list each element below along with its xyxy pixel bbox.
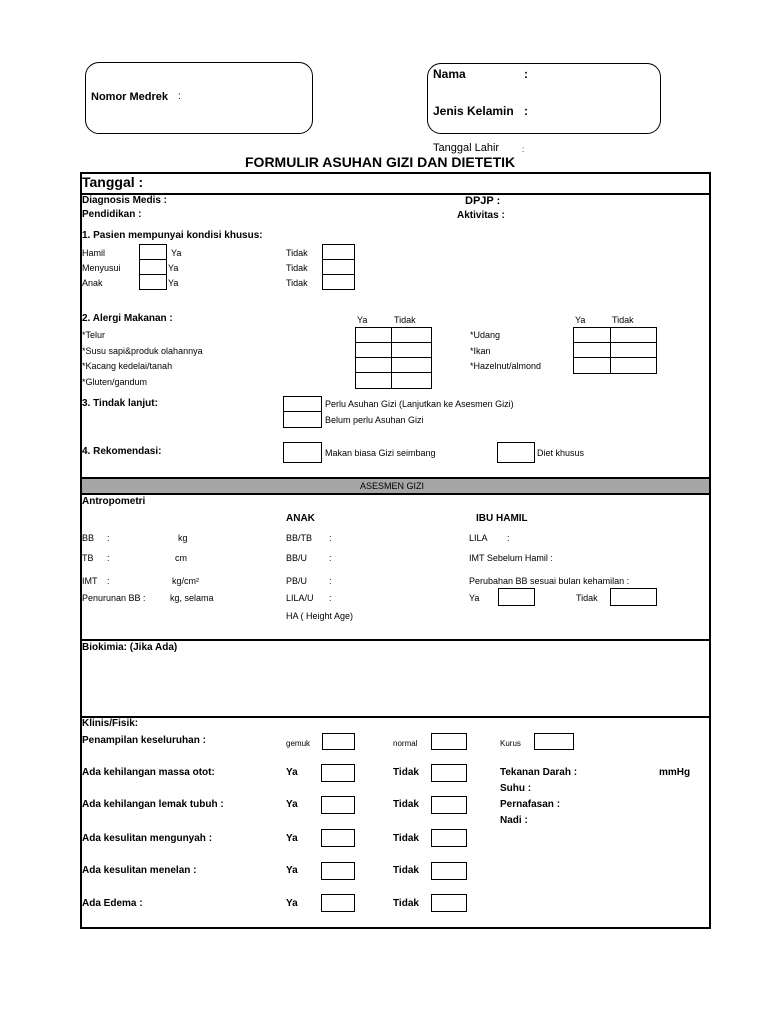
ya-label: Ya bbox=[469, 593, 480, 603]
ya-label: Ya bbox=[171, 248, 182, 258]
tidak-label: Tidak bbox=[612, 315, 634, 325]
anak-ya-box[interactable] bbox=[139, 274, 167, 290]
medrek-label: Nomor Medrek bbox=[91, 91, 169, 103]
telur-tidak-box[interactable] bbox=[391, 327, 432, 343]
kacang-ya-box[interactable] bbox=[355, 357, 392, 373]
susu-label: *Susu sapi&produk olahannya bbox=[82, 346, 203, 356]
perlu-label: Perlu Asuhan Gizi (Lanjutkan ke Asesmen Gizi) bbox=[325, 399, 514, 409]
biokimia-input[interactable] bbox=[84, 656, 708, 716]
susu-ya-box[interactable] bbox=[355, 342, 392, 358]
hazelnut-tidak-box[interactable] bbox=[610, 357, 657, 374]
ha-label: HA ( Height Age) bbox=[286, 611, 354, 621]
diet-khusus-label: Diet khusus bbox=[537, 448, 585, 458]
telur-label: *Telur bbox=[82, 330, 106, 340]
anak-tidak-box[interactable] bbox=[322, 274, 355, 290]
massa-otot-label: Ada kehilangan massa otot: bbox=[82, 767, 215, 778]
divider bbox=[80, 716, 711, 718]
nadi-label: Nadi : bbox=[500, 815, 528, 826]
q1-label: 1. Pasien mempunyai kondisi khusus: bbox=[82, 230, 263, 241]
tidak-label: Tidak bbox=[393, 799, 419, 810]
pernafasan-label: Pernafasan : bbox=[500, 799, 561, 810]
makan-biasa-label: Makan biasa Gizi seimbang bbox=[325, 448, 436, 458]
nama-label: Nama bbox=[433, 67, 466, 81]
tidak-label: Tidak bbox=[393, 865, 419, 876]
ikan-label: *Ikan bbox=[470, 346, 491, 356]
penurunan-label: Penurunan BB : bbox=[82, 593, 146, 603]
menyusui-tidak-box[interactable] bbox=[322, 259, 355, 275]
colon: : bbox=[507, 533, 510, 543]
colon: : bbox=[107, 533, 110, 543]
page-title: FORMULIR ASUHAN GIZI DAN DIETETIK bbox=[245, 154, 516, 170]
menelan-tidak-box[interactable] bbox=[431, 862, 467, 880]
colon: : bbox=[329, 576, 332, 586]
colon: : bbox=[329, 553, 332, 563]
bbtb-label: BB/TB bbox=[286, 533, 313, 543]
ya-label: Ya bbox=[286, 799, 298, 810]
hazelnut-label: *Hazelnut/almond bbox=[470, 361, 542, 371]
ya-label: Ya bbox=[286, 767, 298, 778]
divider bbox=[80, 639, 711, 641]
tidak-label: Tidak bbox=[393, 898, 419, 909]
nama-colon: : bbox=[524, 67, 528, 81]
perubahan-label: Perubahan BB sesuai bulan kehamilan : bbox=[469, 576, 630, 586]
mengunyah-label: Ada kesulitan mengunyah : bbox=[82, 833, 213, 844]
ikan-tidak-box[interactable] bbox=[610, 342, 657, 358]
kurus-box[interactable] bbox=[534, 733, 574, 750]
udang-label: *Udang bbox=[470, 330, 501, 340]
jenis-kelamin-input[interactable] bbox=[533, 103, 657, 121]
ikan-ya-box[interactable] bbox=[573, 342, 611, 358]
divider bbox=[80, 493, 711, 495]
edema-tidak-box[interactable] bbox=[431, 894, 467, 912]
asesmen-header-text: ASESMEN GIZI bbox=[360, 481, 425, 491]
lilau-label: LILA/U bbox=[286, 593, 314, 603]
aktivitas-label: Aktivitas : bbox=[457, 210, 505, 221]
tidak-label: Tidak bbox=[576, 593, 598, 603]
gluten-label: *Gluten/gandum bbox=[82, 377, 148, 387]
colon: : bbox=[329, 533, 332, 543]
ya-label: Ya bbox=[286, 898, 298, 909]
gemuk-label: gemuk bbox=[286, 739, 311, 748]
tidak-label: Tidak bbox=[286, 248, 308, 258]
nama-input[interactable] bbox=[533, 66, 657, 84]
normal-box[interactable] bbox=[431, 733, 467, 750]
massa-otot-ya-box[interactable] bbox=[321, 764, 355, 782]
anak-label: Anak bbox=[82, 278, 103, 288]
gluten-ya-box[interactable] bbox=[355, 372, 392, 389]
jenis-kelamin-colon: : bbox=[524, 104, 528, 118]
q4-label: 4. Rekomendasi: bbox=[82, 446, 162, 457]
diagnosis-label: Diagnosis Medis : bbox=[82, 195, 168, 206]
colon: : bbox=[107, 553, 110, 563]
diet-khusus-box[interactable] bbox=[497, 442, 535, 463]
colon: : bbox=[329, 593, 332, 603]
tanggal-lahir-colon: : bbox=[522, 145, 525, 154]
gluten-tidak-box[interactable] bbox=[391, 372, 432, 389]
ya-label: Ya bbox=[286, 865, 298, 876]
jenis-kelamin-label: Jenis Kelamin bbox=[433, 104, 514, 118]
normal-label: normal bbox=[393, 739, 418, 748]
belum-box[interactable] bbox=[283, 411, 322, 428]
divider bbox=[80, 193, 711, 195]
udang-tidak-box[interactable] bbox=[610, 327, 657, 343]
lila-label: LILA bbox=[469, 533, 488, 543]
edema-ya-box[interactable] bbox=[321, 894, 355, 912]
lemak-label: Ada kehilangan lemak tubuh : bbox=[82, 799, 224, 810]
makan-biasa-box[interactable] bbox=[283, 442, 322, 463]
suhu-label: Suhu : bbox=[500, 783, 532, 794]
tidak-label: Tidak bbox=[286, 278, 308, 288]
antropometri-label: Antropometri bbox=[82, 496, 146, 507]
susu-tidak-box[interactable] bbox=[391, 342, 432, 358]
pbu-label: PB/U bbox=[286, 576, 308, 586]
hamil-tidak-box[interactable] bbox=[322, 244, 355, 260]
ya-label: Ya bbox=[168, 278, 179, 288]
q2-label: 2. Alergi Makanan : bbox=[82, 313, 173, 324]
tidak-label: Tidak bbox=[393, 833, 419, 844]
perubahan-ya-box[interactable] bbox=[498, 588, 535, 606]
biokimia-label: Biokimia: (Jika Ada) bbox=[82, 642, 178, 653]
menyusui-label: Menyusui bbox=[82, 263, 121, 273]
gemuk-box[interactable] bbox=[322, 733, 355, 750]
perubahan-tidak-box[interactable] bbox=[610, 588, 657, 606]
kg-selama-label: kg, selama bbox=[170, 593, 214, 603]
cm-unit: cm bbox=[175, 553, 187, 563]
menelan-ya-box[interactable] bbox=[321, 862, 355, 880]
tanggal-lahir-label: Tanggal Lahir bbox=[433, 142, 500, 154]
imt-label: IMT bbox=[82, 576, 98, 586]
mengunyah-tidak-box[interactable] bbox=[431, 829, 467, 847]
perlu-box[interactable] bbox=[283, 396, 322, 412]
imt-sebelum-label: IMT Sebelum Hamil : bbox=[469, 553, 553, 563]
kurus-label: Kurus bbox=[500, 739, 521, 748]
telur-ya-box[interactable] bbox=[355, 327, 392, 343]
ya-label: Ya bbox=[357, 315, 368, 325]
lemak-tidak-box[interactable] bbox=[431, 796, 467, 814]
menelan-label: Ada kesulitan menelan : bbox=[82, 865, 197, 876]
udang-ya-box[interactable] bbox=[573, 327, 611, 343]
tanggal-label: Tanggal : bbox=[82, 174, 144, 190]
massa-otot-tidak-box[interactable] bbox=[431, 764, 467, 782]
medrek-colon: : bbox=[178, 91, 181, 102]
medrek-input[interactable] bbox=[185, 86, 304, 108]
kgm2-unit: kg/cm² bbox=[172, 576, 199, 586]
pendidikan-label: Pendidikan : bbox=[82, 209, 142, 220]
tidak-label: Tidak bbox=[286, 263, 308, 273]
anak-heading: ANAK bbox=[286, 513, 315, 524]
ya-label: Ya bbox=[575, 315, 586, 325]
tb-label: TB bbox=[82, 553, 94, 563]
tidak-label: Tidak bbox=[394, 315, 416, 325]
belum-label: Belum perlu Asuhan Gizi bbox=[325, 415, 424, 425]
mengunyah-ya-box[interactable] bbox=[321, 829, 355, 847]
kacang-label: *Kacang kedelai/tanah bbox=[82, 361, 173, 371]
klinis-label: Klinis/Fisik: bbox=[82, 718, 139, 729]
edema-label: Ada Edema : bbox=[82, 898, 143, 909]
colon: : bbox=[107, 576, 110, 586]
hamil-ya-box[interactable] bbox=[139, 244, 167, 260]
lemak-ya-box[interactable] bbox=[321, 796, 355, 814]
hazelnut-ya-box[interactable] bbox=[573, 357, 611, 374]
mmhg-unit: mmHg bbox=[659, 767, 691, 778]
bb-label: BB bbox=[82, 533, 95, 543]
q3-label: 3. Tindak lanjut: bbox=[82, 398, 158, 409]
dpjp-label: DPJP : bbox=[465, 195, 501, 207]
ya-label: Ya bbox=[168, 263, 179, 273]
ibu-hamil-heading: IBU HAMIL bbox=[476, 513, 528, 524]
tekanan-label: Tekanan Darah : bbox=[500, 767, 578, 778]
menyusui-ya-box[interactable] bbox=[139, 259, 167, 275]
penampilan-label: Penampilan keseluruhan : bbox=[82, 735, 206, 746]
kacang-tidak-box[interactable] bbox=[391, 357, 432, 373]
hamil-label: Hamil bbox=[82, 248, 106, 258]
bbu-label: BB/U bbox=[286, 553, 308, 563]
ya-label: Ya bbox=[286, 833, 298, 844]
kg-unit: kg bbox=[178, 533, 188, 543]
tidak-label: Tidak bbox=[393, 767, 419, 778]
